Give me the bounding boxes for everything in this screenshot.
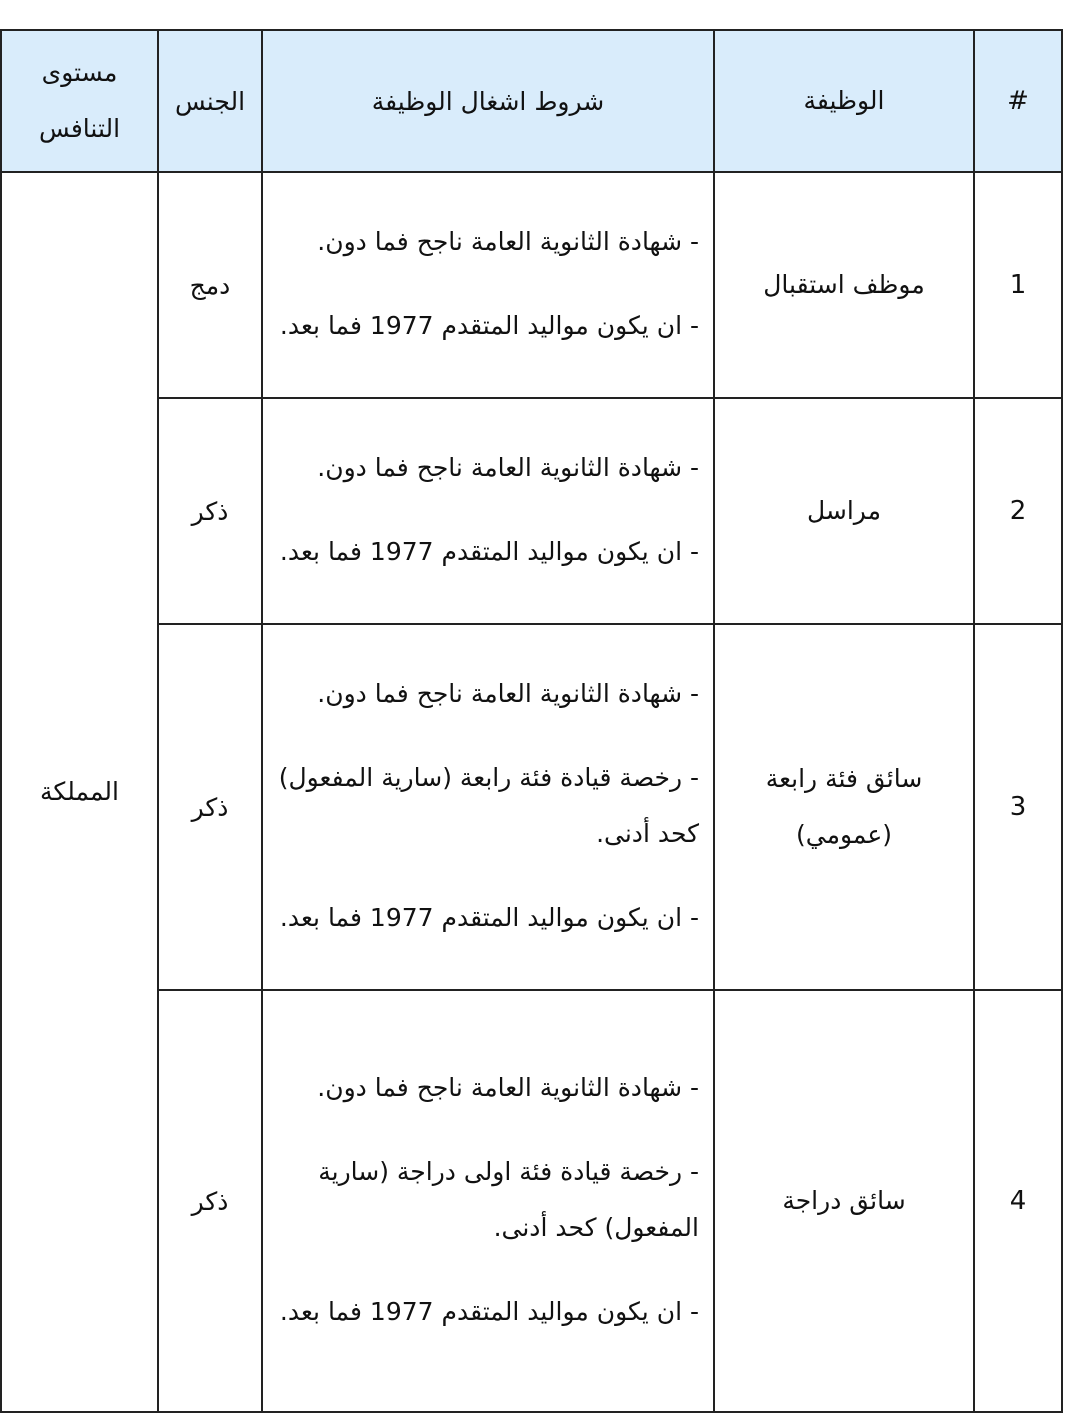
row-num: 1 bbox=[974, 172, 1062, 398]
row-job bbox=[714, 990, 974, 1412]
row-gender: دمج bbox=[158, 172, 262, 398]
condition-item: - شهادة الثانوية العامة ناجح فما دون. bbox=[317, 679, 699, 708]
condition-item: - رخصة قيادة فئة رابعة (سارية المفعول) كحد أدنى. bbox=[278, 763, 699, 848]
jobs-table bbox=[0, 29, 1063, 1413]
condition-item: - رخصة قيادة فئة اولى دراجة (سارية المفعول) كحد أدنى. bbox=[318, 1157, 699, 1242]
row-num: 3 bbox=[974, 624, 1062, 990]
header-level-line2: التنافس bbox=[38, 114, 121, 143]
row-job bbox=[714, 398, 974, 624]
table-row bbox=[1, 398, 1062, 624]
row-gender: ذكر bbox=[158, 398, 262, 624]
header-num: # bbox=[974, 30, 1062, 172]
condition-item: - ان يكون مواليد المتقدم 1977 فما بعد. bbox=[279, 537, 699, 566]
header-conditions: شروط اشغال الوظيفة bbox=[262, 30, 714, 172]
competition-level: المملكة bbox=[1, 172, 158, 1412]
row-job-line1: مراسل bbox=[806, 496, 881, 525]
row-job bbox=[714, 172, 974, 398]
header-level-line1: مستوى bbox=[41, 58, 118, 87]
condition-item: - شهادة الثانوية العامة ناجح فما دون. bbox=[317, 227, 699, 256]
table-row bbox=[1, 990, 1062, 1412]
row-conditions bbox=[262, 172, 714, 398]
row-job-line1: سائق دراجة bbox=[782, 1186, 906, 1215]
header-level bbox=[1, 30, 158, 172]
condition-item: - شهادة الثانوية العامة ناجح فما دون. bbox=[317, 1073, 699, 1102]
row-gender: ذكر bbox=[158, 624, 262, 990]
row-job bbox=[714, 624, 974, 990]
row-conditions bbox=[262, 990, 714, 1412]
table-row bbox=[1, 172, 1062, 398]
row-conditions bbox=[262, 398, 714, 624]
condition-item: - ان يكون مواليد المتقدم 1977 فما بعد. bbox=[279, 903, 699, 932]
header-gender: الجنس bbox=[158, 30, 262, 172]
row-num: 4 bbox=[974, 990, 1062, 1412]
table-row bbox=[1, 624, 1062, 990]
condition-item: - ان يكون مواليد المتقدم 1977 فما بعد. bbox=[279, 1297, 699, 1326]
condition-item: - ان يكون مواليد المتقدم 1977 فما بعد. bbox=[279, 311, 699, 340]
row-job-line1: سائق فئة رابعة bbox=[765, 764, 923, 793]
header-row bbox=[1, 30, 1062, 172]
row-gender: ذكر bbox=[158, 990, 262, 1412]
row-conditions bbox=[262, 624, 714, 990]
row-job-line1: موظف استقبال bbox=[763, 270, 925, 299]
header-job: الوظيفة bbox=[714, 30, 974, 172]
row-job-line2: (عمومي) bbox=[795, 820, 893, 849]
condition-item: - شهادة الثانوية العامة ناجح فما دون. bbox=[317, 453, 699, 482]
row-num: 2 bbox=[974, 398, 1062, 624]
